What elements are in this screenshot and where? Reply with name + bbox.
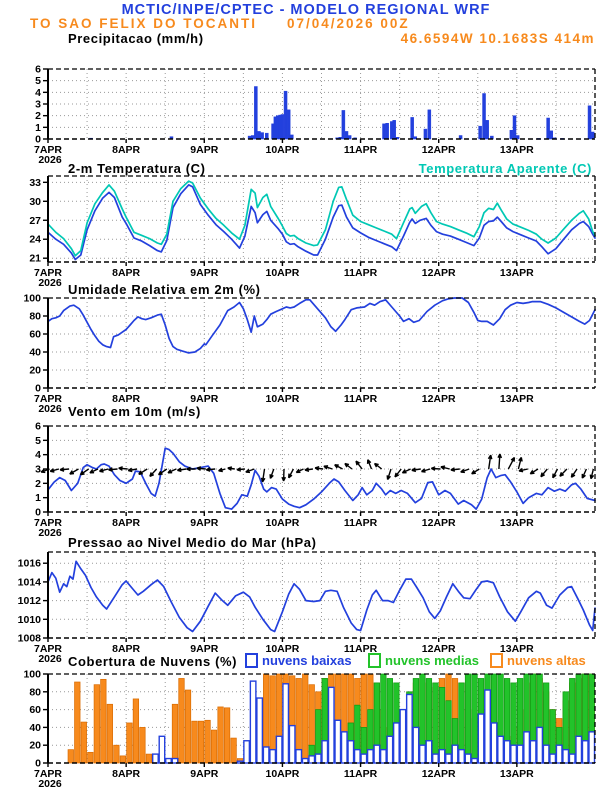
svg-text:8APR: 8APR	[112, 517, 141, 529]
svg-text:100: 100	[23, 668, 41, 681]
svg-text:2026: 2026	[38, 277, 62, 289]
svg-text:4: 4	[35, 86, 41, 99]
svg-text:24: 24	[29, 233, 41, 246]
svg-text:10APR: 10APR	[265, 768, 300, 780]
svg-text:3: 3	[35, 98, 41, 111]
svg-text:7APR: 7APR	[33, 517, 63, 529]
svg-text:1016: 1016	[17, 557, 41, 570]
svg-text:0: 0	[35, 506, 41, 519]
svg-text:8APR: 8APR	[112, 144, 141, 156]
svg-text:1014: 1014	[17, 576, 41, 589]
svg-text:80: 80	[29, 310, 41, 323]
panel-pressao-nivel-mar	[18, 552, 595, 665]
svg-text:20: 20	[29, 739, 41, 752]
svg-text:12APR: 12APR	[421, 768, 456, 780]
svg-text:0: 0	[35, 382, 41, 395]
svg-text:11APR: 11APR	[343, 768, 378, 780]
svg-text:13APR: 13APR	[499, 393, 534, 405]
svg-text:40: 40	[29, 346, 41, 359]
station-name: TO SAO FELIX DO TOCANTI	[30, 16, 258, 31]
svg-text:0: 0	[35, 133, 41, 146]
panel-cobertura-nuvens	[23, 669, 595, 791]
svg-text:9APR: 9APR	[190, 517, 219, 529]
svg-text:9APR: 9APR	[190, 144, 219, 156]
svg-text:13APR: 13APR	[499, 643, 534, 655]
svg-text:11APR: 11APR	[343, 393, 378, 405]
panel-title-umidade: Umidade Relativa em 2m (%)	[68, 282, 261, 297]
panel-title-precipitacao: Precipitacao (mm/h)	[68, 31, 204, 46]
svg-text:10APR: 10APR	[265, 393, 300, 405]
svg-text:8APR: 8APR	[112, 768, 141, 780]
panel-title-nuvens: Cobertura de Nuvens (%)	[68, 654, 238, 669]
svg-text:2: 2	[35, 477, 41, 490]
svg-text:4: 4	[35, 449, 41, 462]
svg-text:3: 3	[35, 463, 41, 476]
svg-text:5: 5	[35, 434, 41, 447]
svg-text:12APR: 12APR	[421, 267, 456, 279]
panel-title-vento: Vento em 10m (m/s)	[68, 404, 201, 419]
svg-text:11APR: 11APR	[343, 267, 378, 279]
svg-text:40: 40	[29, 721, 41, 734]
svg-text:8APR: 8APR	[112, 267, 141, 279]
svg-text:7APR: 7APR	[33, 768, 63, 780]
svg-text:9APR: 9APR	[190, 768, 219, 780]
panel-title-pressao: Pressao ao Nivel Medio do Mar (hPa)	[68, 535, 317, 550]
svg-text:5: 5	[35, 75, 41, 88]
svg-text:2026: 2026	[38, 154, 62, 166]
legend-label-medias: nuvens medias	[385, 653, 479, 668]
svg-text:10APR: 10APR	[265, 643, 300, 655]
svg-text:9APR: 9APR	[190, 267, 219, 279]
svg-text:20: 20	[29, 364, 41, 377]
svg-text:8APR: 8APR	[112, 393, 141, 405]
svg-text:1010: 1010	[17, 613, 41, 626]
svg-text:2026: 2026	[38, 778, 62, 790]
svg-text:33: 33	[29, 176, 41, 189]
station-coordinates: 46.6594W 10.1683S 414m	[400, 31, 595, 46]
svg-text:12APR: 12APR	[421, 517, 456, 529]
svg-text:2026: 2026	[38, 527, 62, 539]
svg-text:10APR: 10APR	[265, 517, 300, 529]
model-title: MCTIC/INPE/CPTEC - MODELO REGIONAL WRF	[121, 2, 491, 18]
panel-temperatura-2m	[29, 176, 595, 289]
svg-text:12APR: 12APR	[421, 144, 456, 156]
svg-text:13APR: 13APR	[499, 144, 534, 156]
panel-title-temperatura: 2-m Temperatura (C)	[68, 161, 206, 176]
svg-text:13APR: 13APR	[499, 267, 534, 279]
panel-umidade-relativa	[23, 293, 595, 416]
svg-text:7APR: 7APR	[33, 643, 63, 655]
panel-title-temperatura-aparente: Temperatura Aparente (C)	[418, 161, 592, 176]
svg-text:9APR: 9APR	[190, 643, 219, 655]
svg-text:9APR: 9APR	[190, 393, 219, 405]
svg-text:60: 60	[29, 328, 41, 341]
panel-vento-10m	[34, 421, 595, 540]
svg-text:13APR: 13APR	[499, 517, 534, 529]
svg-text:2026: 2026	[38, 403, 62, 415]
svg-text:100: 100	[23, 292, 41, 305]
svg-text:1008: 1008	[17, 632, 41, 645]
svg-text:11APR: 11APR	[343, 144, 378, 156]
run-datetime: 07/04/2026 00Z	[287, 16, 410, 31]
svg-text:2: 2	[35, 110, 41, 123]
svg-text:30: 30	[29, 195, 41, 208]
svg-text:60: 60	[29, 704, 41, 717]
svg-text:7APR: 7APR	[33, 267, 63, 279]
svg-text:6: 6	[35, 63, 41, 76]
svg-text:7APR: 7APR	[33, 144, 63, 156]
svg-text:10APR: 10APR	[265, 267, 300, 279]
svg-text:12APR: 12APR	[421, 643, 456, 655]
svg-text:10APR: 10APR	[265, 144, 300, 156]
svg-text:6: 6	[35, 420, 41, 433]
legend-label-altas: nuvens altas	[507, 653, 586, 668]
svg-text:11APR: 11APR	[343, 643, 378, 655]
svg-text:1: 1	[35, 121, 41, 134]
legend-label-baixas: nuvens baixas	[262, 653, 352, 668]
svg-text:7APR: 7APR	[33, 393, 63, 405]
svg-text:13APR: 13APR	[499, 768, 534, 780]
panel-precipitacao	[34, 64, 595, 167]
svg-text:1012: 1012	[17, 595, 41, 608]
svg-text:21: 21	[29, 252, 41, 265]
svg-text:1: 1	[35, 492, 41, 505]
svg-text:80: 80	[29, 686, 41, 699]
svg-text:12APR: 12APR	[421, 393, 456, 405]
svg-text:8APR: 8APR	[112, 643, 141, 655]
svg-text:0: 0	[35, 757, 41, 770]
svg-text:11APR: 11APR	[343, 517, 378, 529]
svg-text:27: 27	[29, 214, 41, 227]
svg-text:2026: 2026	[38, 653, 62, 665]
